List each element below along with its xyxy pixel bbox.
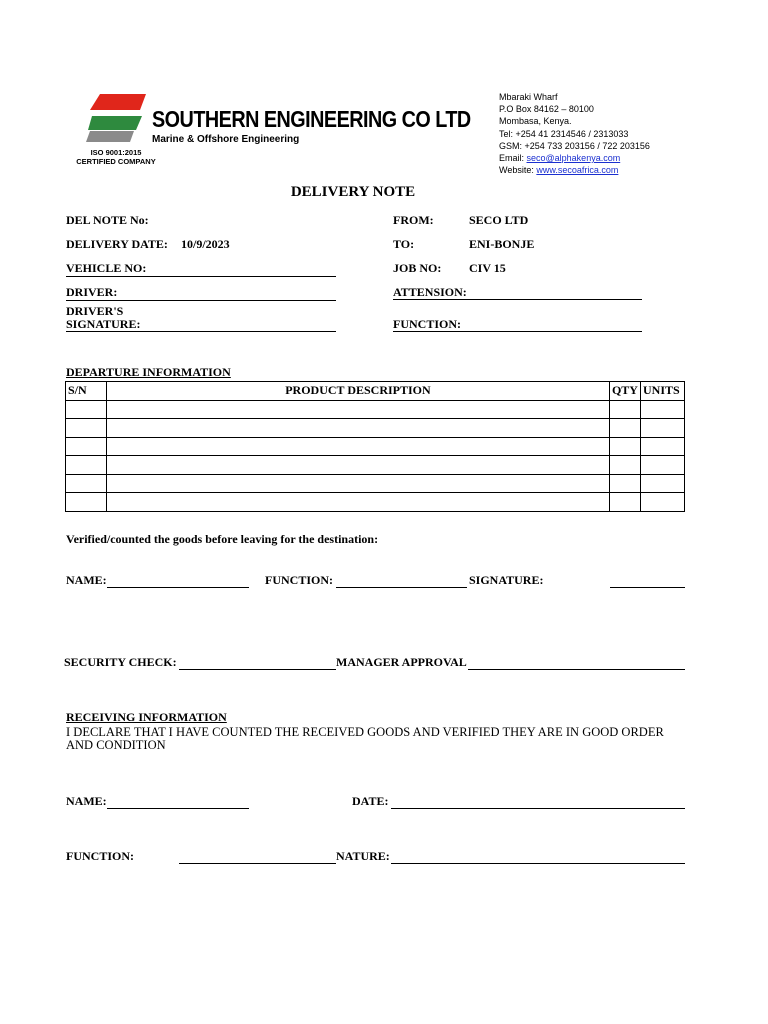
table-row[interactable]	[66, 456, 685, 475]
verified-text: Verified/counted the goods before leaving for the destination:	[66, 532, 379, 546]
job-no-value: CIV 15	[469, 261, 506, 275]
departure-name-label: NAME:	[66, 573, 107, 587]
address-tel: Tel: +254 41 2314546 / 2313033	[499, 128, 629, 139]
address-line-3: Mombasa, Kenya.	[499, 116, 572, 127]
receiving-function-label: FUNCTION:	[66, 849, 134, 863]
from-value: SECO LTD	[469, 213, 529, 227]
driver-label: DRIVER:	[66, 285, 118, 299]
address-gsm: GSM: +254 733 203156 / 722 203156	[499, 140, 650, 151]
iso-line-2: CERTIFIED COMPANY	[76, 157, 156, 166]
receiving-name-line[interactable]	[107, 808, 249, 809]
email-label: Email:	[499, 153, 527, 164]
receiving-function-line[interactable]	[179, 863, 336, 864]
to-label: TO:	[393, 237, 415, 251]
col-units: UNITS	[640, 382, 684, 401]
email-link[interactable]: seco@alphakenya.com	[526, 153, 621, 164]
receiving-date-label: DATE:	[352, 794, 389, 808]
driver-signature-label-1: DRIVER'S	[66, 304, 124, 318]
departure-table	[65, 381, 685, 512]
address-line-1: Mbaraki Wharf	[499, 92, 558, 102]
receiving-declaration: I DECLARE THAT I HAVE COUNTED THE RECEIVED GOODS AND VERIFIED THEY ARE IN GOOD ORDER AND CONDITION	[66, 725, 664, 752]
attension-label: ATTENSION:	[393, 285, 467, 299]
col-sn: S/N	[66, 382, 107, 401]
address-website-row	[499, 164, 650, 176]
col-qty: QTY	[609, 382, 640, 401]
address-line-2: P.O Box 84162 – 80100	[499, 104, 594, 115]
driver-signature-label-2: SIGNATURE:	[66, 317, 141, 331]
receiving-name-label: NAME:	[66, 794, 107, 808]
security-check-line[interactable]	[179, 669, 336, 670]
function-line[interactable]	[393, 331, 642, 332]
iso-line-1: ISO 9001:2015	[90, 148, 142, 157]
company-address	[499, 91, 650, 176]
table-row[interactable]	[66, 419, 685, 438]
departure-signature-label: SIGNATURE:	[469, 573, 544, 587]
vehicle-label: VEHICLE NO:	[66, 261, 147, 275]
manager-approval-label: MANAGER APPROVAL	[336, 655, 467, 669]
departure-heading: DEPARTURE INFORMATION	[66, 365, 231, 379]
manager-approval-line[interactable]	[468, 669, 685, 670]
receiving-date-line[interactable]	[391, 808, 685, 809]
website-label: Website:	[499, 165, 537, 176]
job-no-label: JOB NO:	[393, 261, 442, 275]
company-name: SOUTHERN ENGINEERING CO LTD	[152, 106, 471, 132]
table-row[interactable]	[66, 437, 685, 456]
delivery-date-label: DELIVERY DATE:	[66, 237, 168, 251]
delivery-date-value: 10/9/2023	[181, 237, 230, 251]
vehicle-line[interactable]	[66, 276, 336, 277]
to-value: ENI-BONJE	[469, 237, 535, 251]
col-product-description: PRODUCT DESCRIPTION	[106, 382, 609, 401]
departure-name-line[interactable]	[107, 587, 249, 588]
security-check-label: SECURITY CHECK:	[64, 655, 177, 669]
function-label: FUNCTION:	[393, 317, 461, 331]
driver-line[interactable]	[66, 300, 336, 301]
driver-signature-line[interactable]	[66, 331, 336, 332]
departure-function-label: FUNCTION:	[265, 573, 333, 587]
attension-line[interactable]	[393, 299, 642, 300]
receiving-signature-label: NATURE:	[336, 849, 390, 863]
table-row[interactable]	[66, 400, 685, 419]
table-row[interactable]	[66, 493, 685, 512]
receiving-signature-line[interactable]	[391, 863, 685, 864]
page-title: DELIVERY NOTE	[290, 184, 416, 200]
departure-signature-line[interactable]	[610, 587, 685, 588]
receiving-heading: RECEIVING INFORMATION	[66, 710, 227, 724]
company-tagline: Marine & Offshore Engineering	[152, 134, 300, 145]
website-link[interactable]: www.secoafrica.com	[536, 165, 619, 176]
company-logo-icon	[86, 92, 150, 144]
iso-certification	[70, 148, 162, 166]
del-note-label: DEL NOTE No:	[66, 213, 149, 227]
address-email-row	[499, 152, 650, 164]
departure-function-line[interactable]	[336, 587, 467, 588]
table-header-row	[66, 382, 685, 401]
table-row[interactable]	[66, 474, 685, 493]
from-label: FROM:	[393, 213, 434, 227]
